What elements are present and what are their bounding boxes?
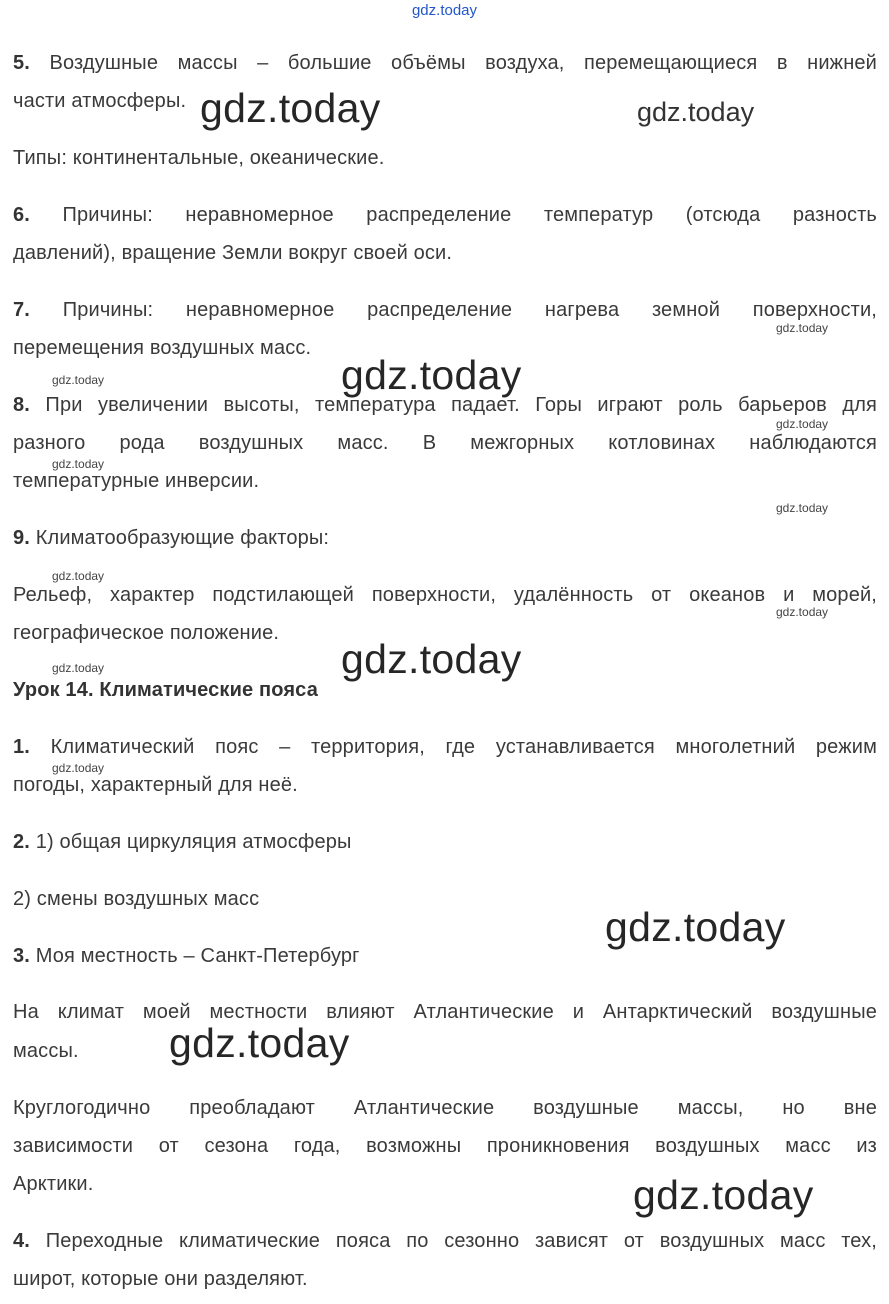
climate-influence-line-1: На климат моей местности влияют Атлантические и Антарктический воздушные [13, 1001, 877, 1023]
answer-8-line-2: разного рода воздушных масс. В межгорных котловинах наблюдаются [13, 432, 877, 454]
answer-text: Причины: неравномерное распределение нагрева земной поверхности, [62, 299, 877, 321]
watermark-small: gdz.today [52, 761, 105, 775]
answer-number: 8. [13, 394, 30, 416]
answer-number: 4. [13, 1230, 30, 1252]
answer-text: При увеличении высоты, температура падает. Горы играют роль барьеров для [45, 394, 877, 416]
answer-7-line-1 [13, 298, 877, 322]
watermark-small: gdz.today [776, 417, 829, 431]
watermark-top: gdz.today [411, 2, 478, 19]
answer-text: Переходные климатические пояса по сезонно зависят от воздушных масс тех, [45, 1230, 877, 1252]
lesson-answer-4-line-1 [13, 1229, 877, 1253]
answer-5-line-2: части атмосферы. [13, 90, 187, 112]
watermark: gdz.today [341, 636, 522, 682]
climate-influence-line-2: массы. [13, 1040, 79, 1062]
lesson-heading: Урок 14. Климатические пояса [13, 679, 318, 701]
answer-6-line-1 [13, 203, 877, 227]
answer-number: 9. [13, 527, 30, 549]
watermark: gdz.today [200, 85, 381, 131]
lesson-answer-4-line-2: широт, которые они разделяют. [13, 1268, 308, 1290]
watermark-small: gdz.today [52, 457, 105, 471]
watermark: gdz.today [605, 904, 786, 950]
answer-9-line-1 [13, 526, 877, 550]
answer-6-line-2: давлений), вращение Земли вокруг своей оси. [13, 242, 453, 264]
watermark: gdz.today [169, 1020, 350, 1066]
answer-5-line-1 [13, 51, 877, 75]
air-mass-types: Типы: континентальные, океанические. [13, 147, 385, 169]
answer-number: 3. [13, 945, 30, 967]
answer-text: Климатический пояс – территория, где устанавливается многолетний режим [50, 736, 877, 758]
climate-factors-line-1: Рельеф, характер подстилающей поверхности, удалённость от океанов и морей, [13, 584, 877, 606]
lesson-answer-1-line-1 [13, 735, 877, 759]
year-round-line-3: Арктики. [13, 1173, 94, 1195]
answer-8-line-3: температурные инверсии. [13, 470, 260, 492]
answer-number: 6. [13, 204, 30, 226]
year-round-line-1: Круглогодично преобладают Атлантические воздушные массы, но вне [13, 1097, 877, 1119]
watermark-small: gdz.today [776, 501, 829, 515]
answer-text: Воздушные массы – большие объёмы воздуха, перемещающиеся в нижней [49, 52, 877, 74]
answer-text: 1) общая циркуляция атмосферы [35, 831, 352, 853]
answer-text: Моя местность – Санкт-Петербург [35, 945, 360, 967]
watermark: gdz.today [633, 1172, 814, 1218]
watermark-small: gdz.today [52, 661, 105, 675]
watermark: gdz.today [637, 97, 755, 127]
answer-number: 7. [13, 299, 30, 321]
lesson-answer-1-line-2: погоды, характерный для неё. [13, 774, 298, 796]
lesson-answer-2-line-1 [13, 830, 877, 854]
answer-number: 1. [13, 736, 30, 758]
answer-number: 2. [13, 831, 30, 853]
answer-7-line-2: перемещения воздушных масс. [13, 337, 312, 359]
answer-text: Причины: неравномерное распределение температур (отсюда разность [62, 204, 877, 226]
watermark-small: gdz.today [52, 373, 105, 387]
climate-factors-line-2: географическое положение. [13, 622, 280, 644]
answer-text: Климатообразующие факторы: [35, 527, 330, 549]
year-round-line-2: зависимости от сезона года, возможны проникновения воздушных масс из [13, 1135, 877, 1157]
watermark-small: gdz.today [52, 569, 105, 583]
lesson-answer-2-line-2: 2) смены воздушных масс [13, 888, 260, 910]
watermark-small: gdz.today [776, 605, 829, 619]
answer-number: 5. [13, 52, 30, 74]
watermark-small: gdz.today [776, 321, 829, 335]
watermark: gdz.today [341, 352, 522, 398]
